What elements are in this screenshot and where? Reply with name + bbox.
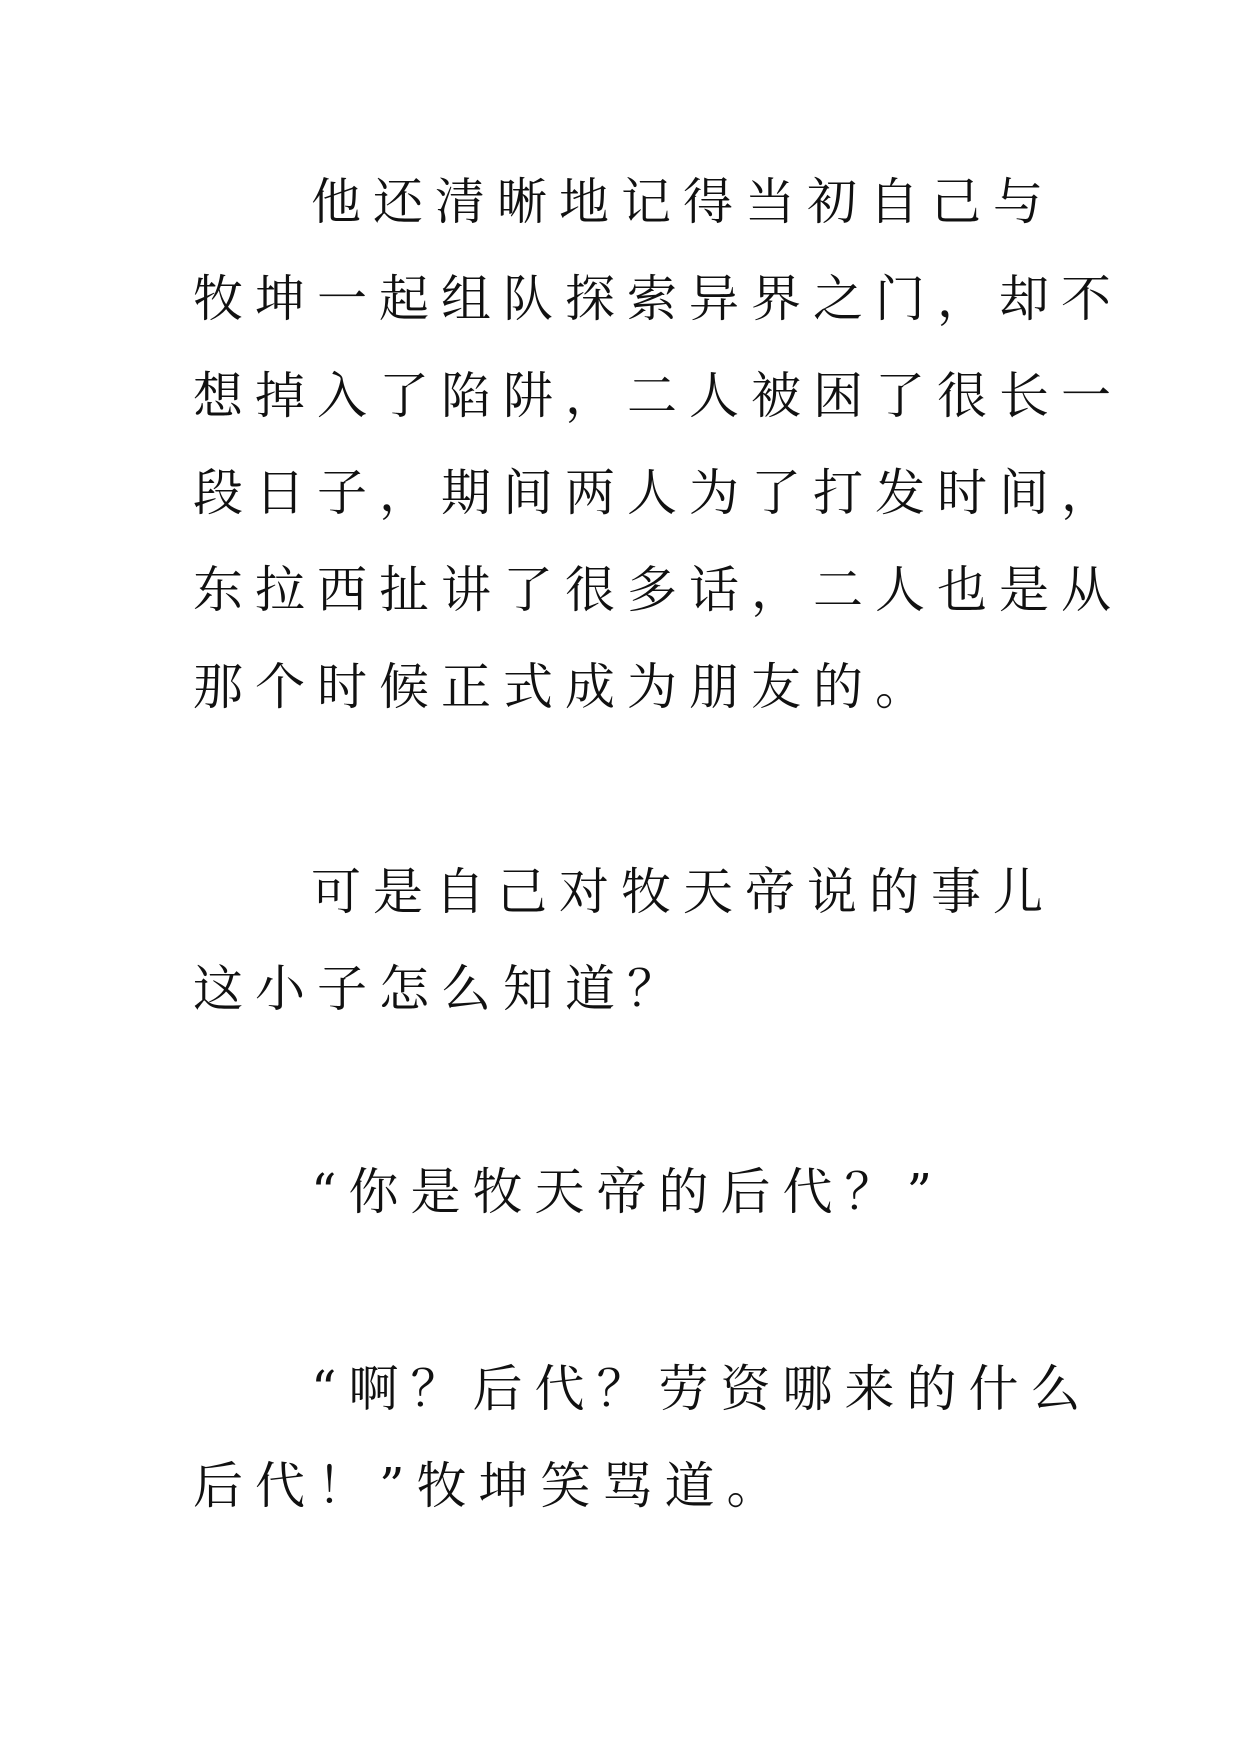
text-line: “啊？后代？劳资哪来的什么 xyxy=(311,1360,1093,1418)
text-line: 他还清晰地记得当初自己与 xyxy=(311,173,1055,231)
text-line: 想掉入了陷阱，二人被困了很长一 xyxy=(193,367,1123,425)
text-line: 段日子，期间两人为了打发时间， xyxy=(193,464,1123,522)
text-line: 牧坤一起组队探索异界之门，却不 xyxy=(193,270,1123,328)
text-line: 后代！”牧坤笑骂道。 xyxy=(193,1457,789,1515)
text-line: 可是自己对牧天帝说的事儿 xyxy=(311,863,1055,921)
text-line: 东拉西扯讲了很多话，二人也是从 xyxy=(193,561,1123,619)
text-line: 那个时候正式成为朋友的。 xyxy=(193,658,937,716)
text-line: 这小子怎么知道？ xyxy=(193,960,689,1018)
text-line: “你是牧天帝的后代？” xyxy=(311,1163,945,1221)
